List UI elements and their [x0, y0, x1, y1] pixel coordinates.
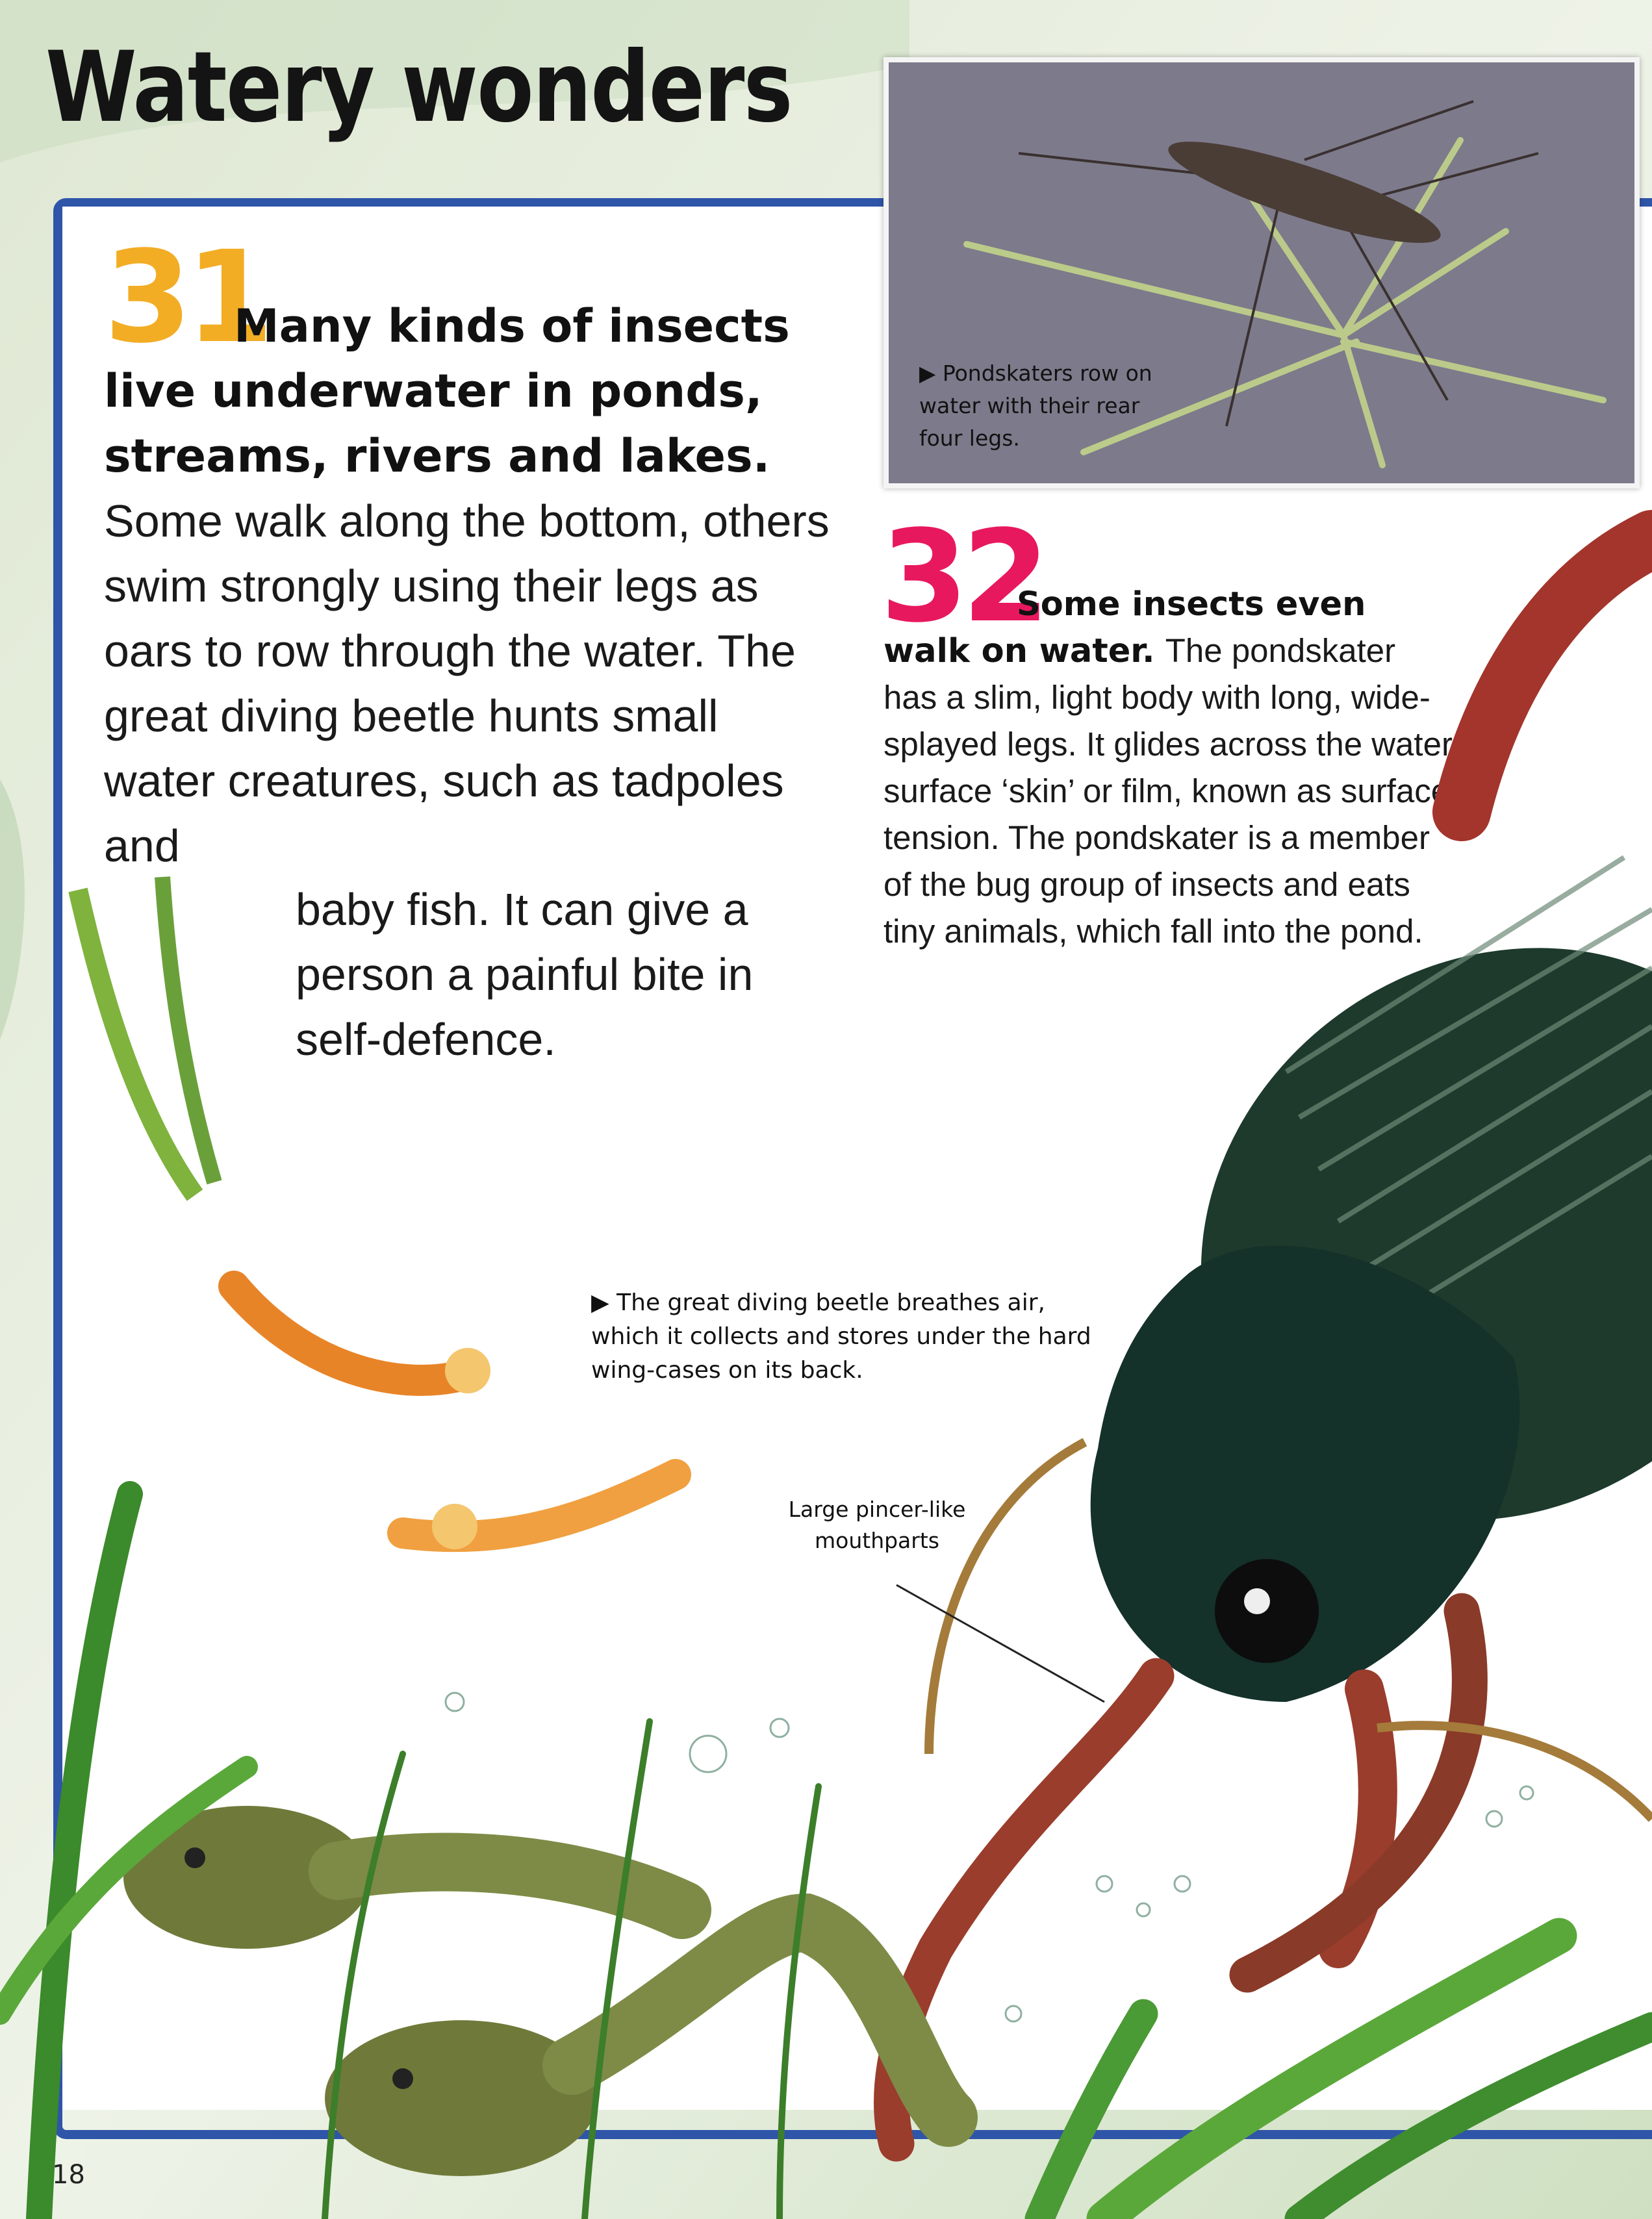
- right-triangle-icon: ▶: [591, 1289, 617, 1316]
- page-title: Watery wonders: [45, 31, 792, 144]
- cartoon-larvae: [78, 877, 676, 1549]
- fact32-lead: Some insects even walk on water.: [883, 585, 1366, 670]
- fact31-lead: Many kinds of insects live underwater in ponds, streams, rivers and lakes.: [104, 299, 790, 483]
- fact-number-31: 31: [104, 223, 268, 371]
- right-triangle-icon: ▶: [919, 361, 943, 386]
- fact31-body-part2: baby fish. It can give a person a painful bite in self-defence.: [296, 884, 754, 1065]
- tadpoles: [123, 1806, 948, 2176]
- fact32-body: The pondskater has a slim, light body with long, wide-splayed legs. It glides across the water surface ‘skin’ or film, known as surface tension. The pondskater is a member of the bug group of insects and eats tiny animals, which fall into the pond.: [883, 632, 1453, 950]
- diving-beetle-caption-text: The great diving beetle breathes air, which it collects and stores under the hard wing-cases on its back.: [591, 1289, 1091, 1384]
- pondskater-caption-text: Pondskaters row on water with their rear four legs.: [919, 361, 1152, 451]
- diving-beetle-illustration: [892, 539, 1652, 2144]
- page-number: 18: [52, 2160, 85, 2190]
- mouthparts-label: Large pincer-like mouthparts: [788, 1497, 966, 1553]
- fact-number-32: 32: [880, 503, 1044, 650]
- fact31-body-part1: Some walk along the bottom, others swim strongly using their legs as oars to row through the water. The great diving beetle hunts small water creatures, such as tadpoles and: [104, 496, 830, 871]
